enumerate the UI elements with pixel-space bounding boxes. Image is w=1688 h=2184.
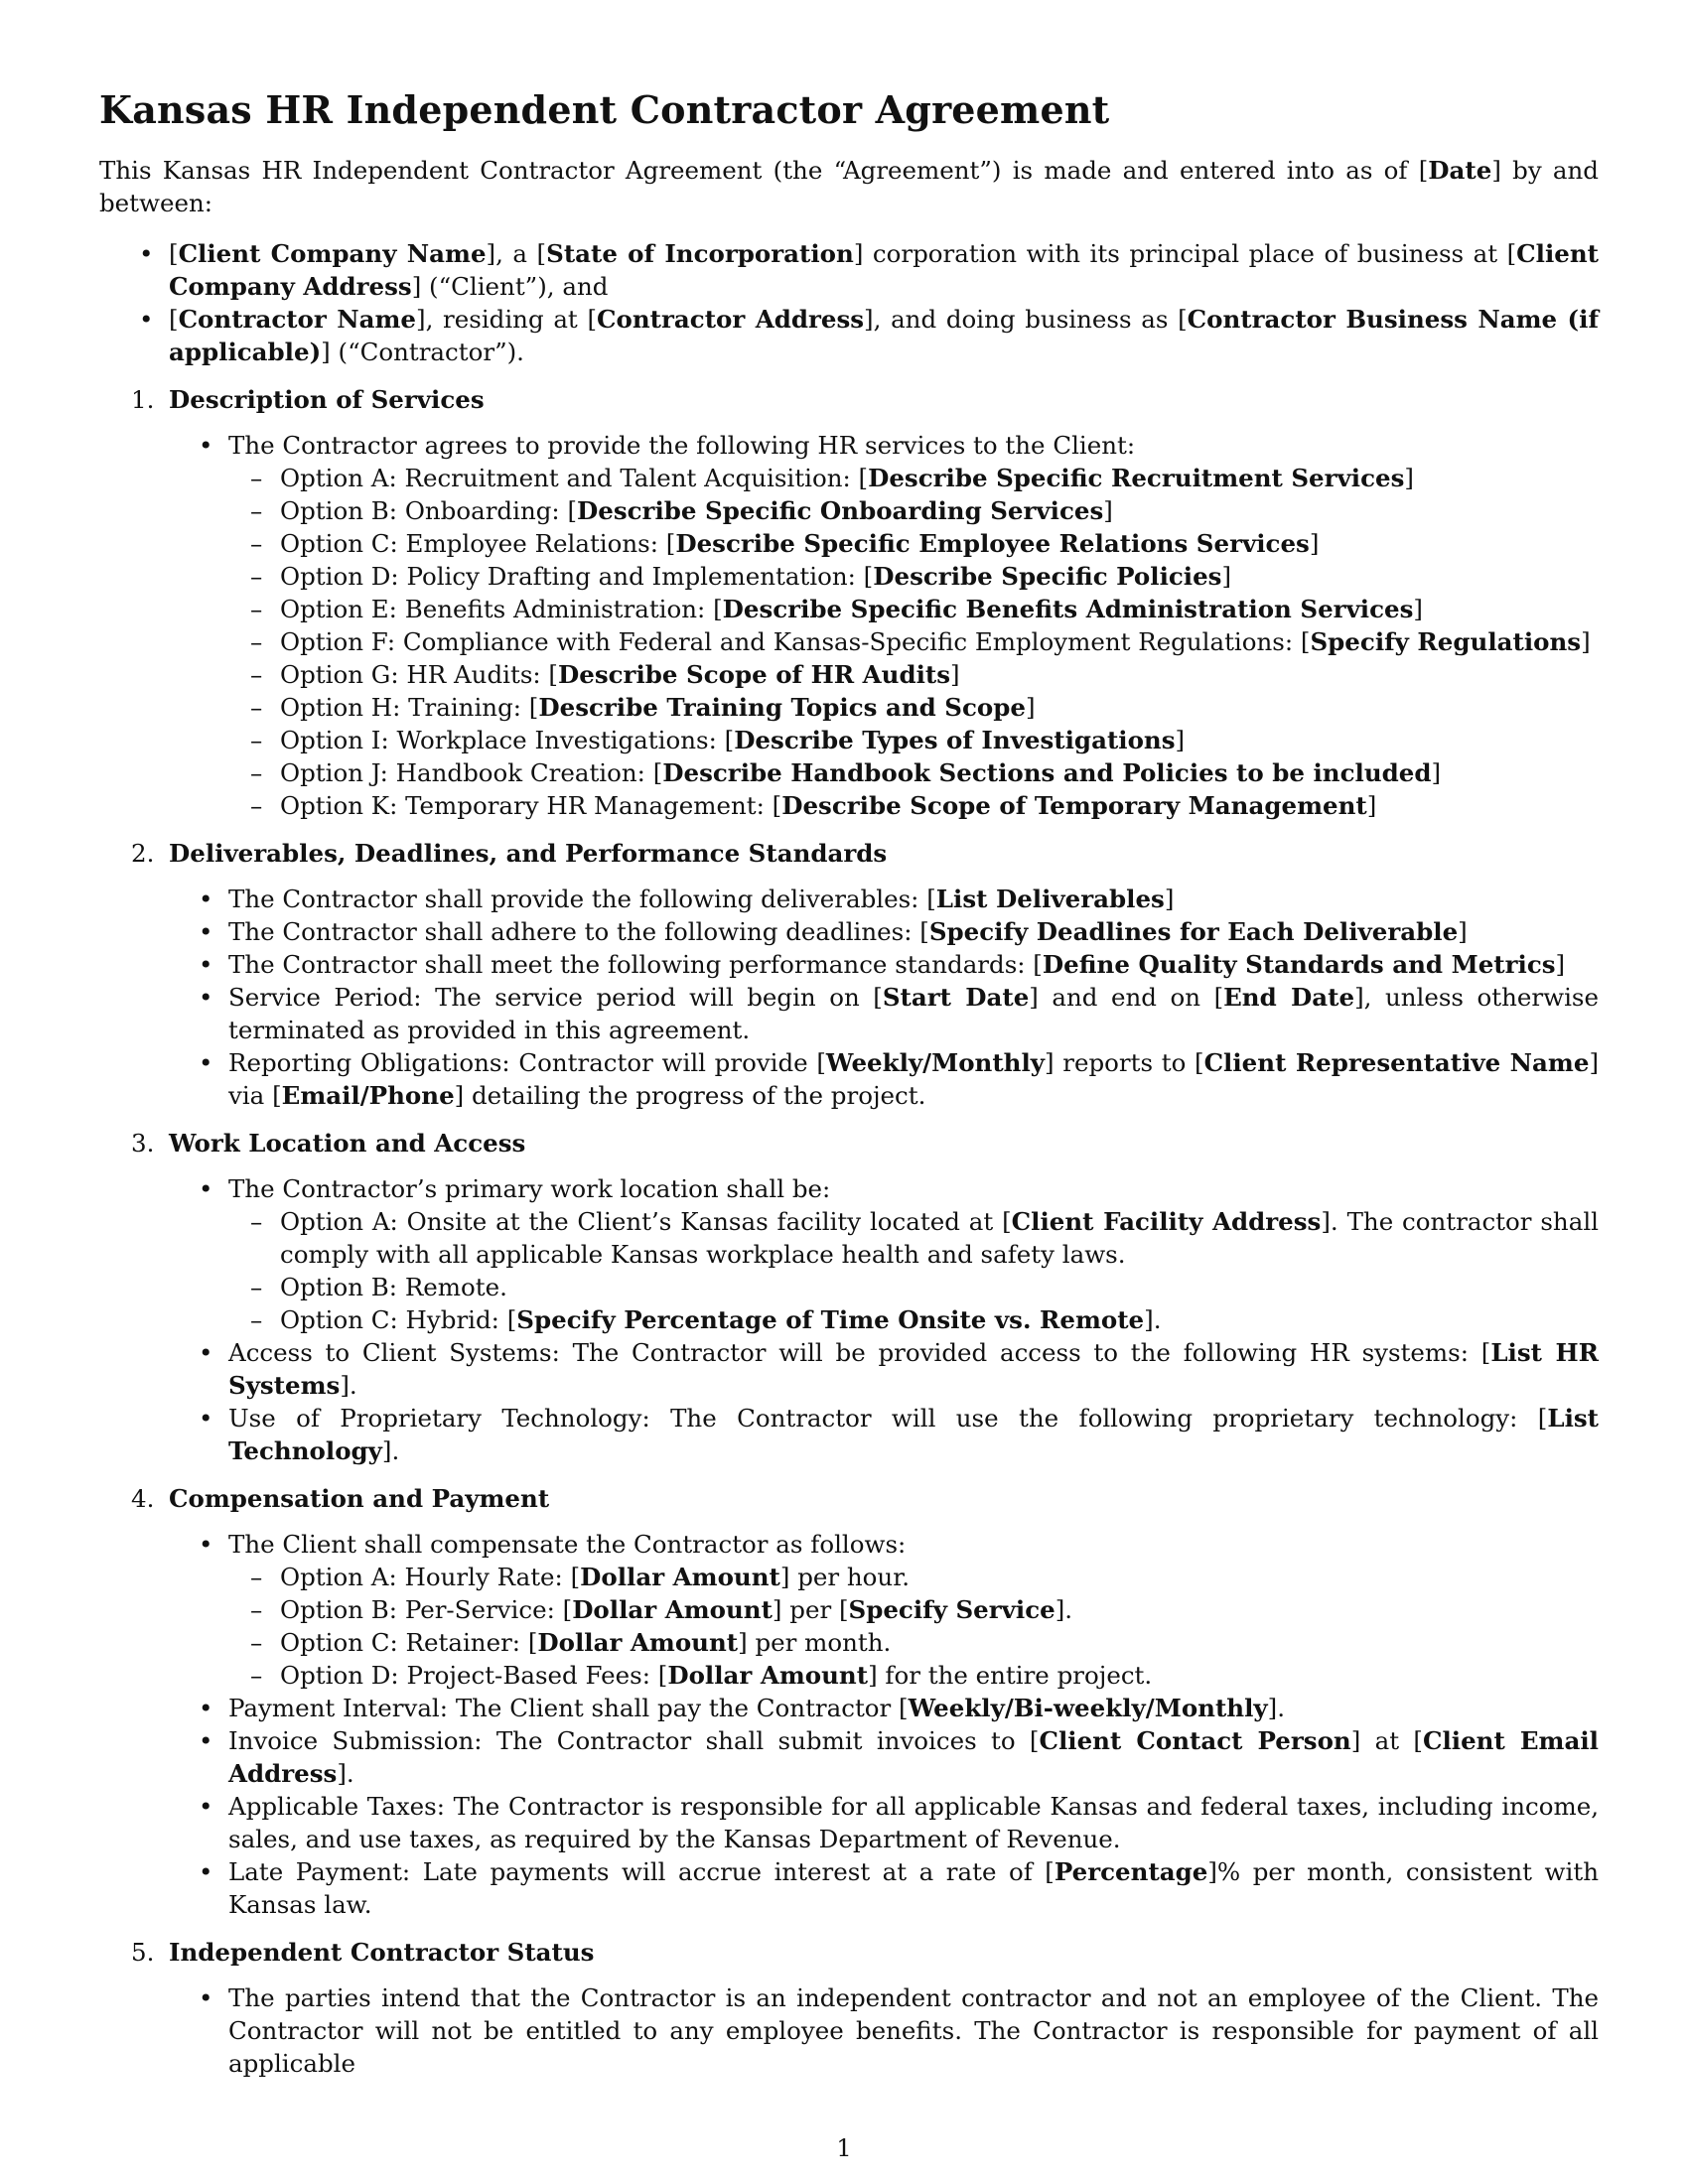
- list-item: – Option B: Remote.: [280, 1271, 1599, 1303]
- list-item: • The Contractor shall meet the following performance standards: [Define Quality Standards and Metrics]: [228, 948, 1599, 981]
- list-item: – Option C: Employee Relations: [Describe Specific Employee Relations Services]: [280, 527, 1599, 560]
- section-items: [169, 1528, 1599, 1921]
- list-item: – Option J: Handbook Creation: [Describe Handbook Sections and Policies to be included]: [280, 756, 1599, 789]
- list-item: – Option K: Temporary HR Management: [Describe Scope of Temporary Management]: [280, 789, 1599, 822]
- date-placeholder: Date: [1428, 156, 1492, 185]
- list-item: • The parties intend that the Contractor is an independent contractor and not an employee of the Client. The Contractor will not be entitled to any employee benefits. The Contractor is responsible for payment of all applicable: [228, 1981, 1599, 2080]
- list-item: – Option A: Hourly Rate: [Dollar Amount] per hour.: [280, 1561, 1599, 1593]
- section-number: 1.: [131, 385, 155, 414]
- list-item: • The Contractor’s primary work location shall be: – Option A: Onsite at the Client’s Kansas facility located at [Client Facility Address]. The contractor shall comply with all applicable Kansas workplace health and safety laws. – Option B: Remote. – Option C: Hybrid: [Specify Percentage of Time Onsite vs. Remote].: [228, 1172, 1599, 1336]
- section-independent-status: [131, 1936, 1599, 2080]
- section-deliverables: [131, 837, 1599, 1112]
- list-item: • Applicable Taxes: The Contractor is responsible for all applicable Kansas and federal taxes, including income, sales, and use taxes, as required by the Kansas Department of Revenue.: [228, 1790, 1599, 1855]
- section-items: [169, 1172, 1599, 1467]
- service-period-item: • Service Period: The service period will begin on [Start Date] and end on [End Date], unless otherwise terminated as provided in this agreement.: [228, 981, 1599, 1046]
- section-items: [169, 883, 1599, 1112]
- list-item: • The Contractor shall adhere to the following deadlines: [Specify Deadlines for Each Deliverable]: [228, 915, 1599, 948]
- list-item: – Option F: Compliance with Federal and Kansas-Specific Employment Regulations: [Specify Regulations]: [280, 625, 1599, 658]
- list-item: • Use of Proprietary Technology: The Contractor will use the following proprietary technology: [List Technology].: [228, 1402, 1599, 1467]
- section-items: [169, 1981, 1599, 2080]
- list-item: – Option B: Onboarding: [Describe Specific Onboarding Services]: [280, 494, 1599, 527]
- section-heading: 3. Work Location and Access: [131, 1129, 526, 1158]
- document-title: Kansas HR Independent Contractor Agreement: [99, 87, 1110, 132]
- list-item: • Late Payment: Late payments will accrue interest at a rate of [Percentage]% per month, consistent with Kansas law.: [228, 1855, 1599, 1921]
- list-item: – Option I: Workplace Investigations: [Describe Types of Investigations]: [280, 724, 1599, 756]
- compensation-options: [228, 1561, 1599, 1692]
- services-options: [228, 462, 1599, 822]
- sections-list: [99, 383, 1599, 2080]
- section-heading: 5. Independent Contractor Status: [131, 1938, 595, 1967]
- section-heading: 4. Compensation and Payment: [131, 1484, 550, 1513]
- location-options: [228, 1205, 1599, 1336]
- section-number: 5.: [131, 1938, 155, 1967]
- list-item: – Option E: Benefits Administration: [Describe Specific Benefits Administration Services]: [280, 593, 1599, 625]
- list-item: – Option C: Hybrid: [Specify Percentage of Time Onsite vs. Remote].: [280, 1303, 1599, 1336]
- list-item: – Option B: Per-Service: [Dollar Amount] per [Specify Service].: [280, 1593, 1599, 1626]
- list-item: • Invoice Submission: The Contractor shall submit invoices to [Client Contact Person] at [Client Email Address].: [228, 1724, 1599, 1790]
- list-item: – Option H: Training: [Describe Training Topics and Scope]: [280, 691, 1599, 724]
- list-item: • Access to Client Systems: The Contractor will be provided access to the following HR systems: [List HR Systems].: [228, 1336, 1599, 1402]
- page-number: 1: [836, 2134, 852, 2162]
- agreement-document: [99, 87, 1599, 2095]
- section-items: [169, 429, 1599, 822]
- section-compensation: [131, 1482, 1599, 1921]
- list-item: • The Contractor shall provide the following deliverables: [List Deliverables]: [228, 883, 1599, 915]
- section-heading: 1. Description of Services: [131, 385, 485, 414]
- list-item: – Option G: HR Audits: [Describe Scope of HR Audits]: [280, 658, 1599, 691]
- list-item: • The Contractor agrees to provide the following HR services to the Client: – Option A: Recruitment and Talent Acquisition: [Describe Specific Recruitment Services] – Option B: Onboarding: [Describe Specific Onboarding Services] – Option C: Employee Relations: [Describe Specific Employee Relations Services] – Option D: Policy Drafting and Implementation: [Describe Specific Policies] – Option E: Benefits Administration: [Describe Specific Benefits Administration Services] – Option F: Compliance with Federal and Kansas-Specific Employment Regulations: [Specify Regulations] – Option G: HR Audits: [Describe Scope of HR Audits] – Option H: Training: [Describe Training Topics and Scope] – Option I: Workplace Investigations: [Describe Types of Investigations] – Option J: Handbook Creation: [Describe Handbook Sections and Policies to be included] – Option K: Temporary HR Management: [Describe Scope of Temporary Management]: [228, 429, 1599, 822]
- section-number: 3.: [131, 1129, 155, 1158]
- list-item: • Payment Interval: The Client shall pay the Contractor [Weekly/Bi-weekly/Monthly].: [228, 1692, 1599, 1724]
- list-item: – Option A: Onsite at the Client’s Kansas facility located at [Client Facility Address]. The contractor shall comply with all applicable Kansas workplace health and safety laws.: [280, 1205, 1599, 1271]
- section-number: 2.: [131, 839, 155, 868]
- list-item: – Option D: Project-Based Fees: [Dollar Amount] for the entire project.: [280, 1659, 1599, 1692]
- section-number: 4.: [131, 1484, 155, 1513]
- section-description-of-services: [131, 383, 1599, 822]
- party-client: • [Client Company Name], a [State of Incorporation] corporation with its principal place of business at [Client Company Address] (“Client”), and: [169, 237, 1599, 303]
- reporting-item: • Reporting Obligations: Contractor will provide [Weekly/Monthly] reports to [Client Representative Name] via [Email/Phone] detailing the progress of the project.: [228, 1046, 1599, 1112]
- parties-list: [99, 237, 1599, 368]
- party-contractor: • [Contractor Name], residing at [Contractor Address], and doing business as [Contractor Business Name (if applicable)] (“Contractor”).: [169, 303, 1599, 368]
- section-heading: 2. Deliverables, Deadlines, and Performance Standards: [131, 839, 888, 868]
- list-item: – Option A: Recruitment and Talent Acquisition: [Describe Specific Recruitment Services]: [280, 462, 1599, 494]
- list-item: • The Client shall compensate the Contractor as follows: – Option A: Hourly Rate: [Dollar Amount] per hour. – Option B: Per-Service: [Dollar Amount] per [Specify Service]. – Option C: Retainer: [Dollar Amount] per month. – Option D: Project-Based Fees: [Dollar Amount] for the entire project.: [228, 1528, 1599, 1692]
- list-item: – Option D: Policy Drafting and Implementation: [Describe Specific Policies]: [280, 560, 1599, 593]
- section-work-location: [131, 1127, 1599, 1467]
- list-item: – Option C: Retainer: [Dollar Amount] per month.: [280, 1626, 1599, 1659]
- intro-paragraph: This Kansas HR Independent Contractor Agreement (the “Agreement”) is made and entered into as of [Date] by and between:: [99, 156, 1599, 217]
